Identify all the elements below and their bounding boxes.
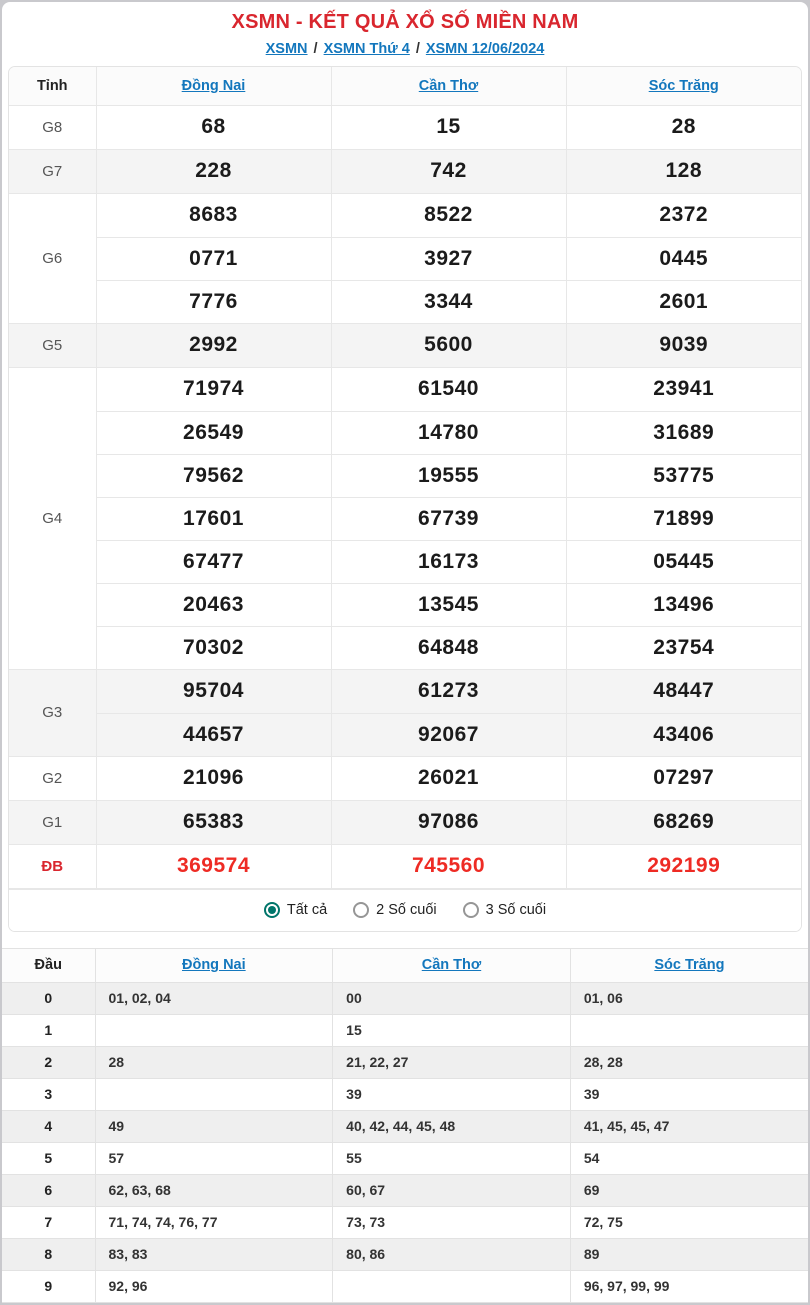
prize-value: 92067 — [332, 713, 566, 756]
filter-option-label: Tất cả — [286, 902, 328, 918]
page-container — [2, 2, 808, 1303]
breadcrumb-link[interactable]: XSMN Thứ 4 — [323, 41, 410, 57]
stats-row-6 — [2, 1174, 808, 1206]
prize-label: G4 — [9, 367, 96, 669]
province-link[interactable]: Cần Thơ — [418, 77, 479, 94]
prize-label: G3 — [9, 669, 96, 756]
stats-digit: 7 — [2, 1206, 95, 1238]
prize-label: G5 — [9, 323, 96, 367]
prize-value: 13496 — [567, 583, 802, 626]
stats-endings-cell: 62, 63, 68 — [95, 1174, 333, 1206]
prize-label: G6 — [9, 193, 96, 323]
stats-endings-cell: 89 — [570, 1238, 808, 1270]
prize-value: 128 — [665, 159, 703, 182]
prize-cell — [96, 105, 331, 149]
filter-option[interactable] — [353, 902, 436, 918]
stats-digit: 0 — [2, 982, 95, 1014]
prize-value: 14780 — [332, 411, 566, 454]
stats-row-9 — [2, 1270, 808, 1302]
prize-label: G7 — [9, 149, 96, 193]
prize-value: 15 — [436, 115, 461, 138]
prize-value: 43406 — [567, 713, 802, 756]
prize-label: ĐB — [9, 844, 96, 888]
stats-corner-header: Đầu — [2, 948, 95, 982]
stats-endings-cell: 55 — [333, 1142, 571, 1174]
prize-value: 68269 — [653, 810, 715, 833]
prize-value: 292199 — [647, 854, 721, 877]
breadcrumb-link[interactable]: XSMN — [265, 41, 308, 57]
prize-cell — [96, 669, 331, 756]
stats-row-2 — [2, 1046, 808, 1078]
stats-endings-cell: 28, 28 — [570, 1046, 808, 1078]
stats-header-row — [2, 948, 808, 982]
stats-endings-cell: 40, 42, 44, 45, 48 — [333, 1110, 571, 1142]
prize-value: 79562 — [97, 454, 331, 497]
prize-cell — [331, 844, 566, 888]
stats-table-head — [2, 948, 808, 982]
stats-province-header — [570, 948, 808, 982]
stats-row-3 — [2, 1078, 808, 1110]
stats-row-5 — [2, 1142, 808, 1174]
stats-endings-cell: 49 — [95, 1110, 333, 1142]
prize-value: 48447 — [653, 679, 715, 702]
prize-value: 16173 — [332, 540, 566, 583]
prize-value: 9039 — [659, 333, 709, 356]
prize-value: 19555 — [332, 454, 566, 497]
stats-row-0 — [2, 982, 808, 1014]
filter-option[interactable] — [463, 902, 546, 918]
prize-value: 97086 — [418, 810, 479, 833]
stats-row-1 — [2, 1014, 808, 1046]
prize-value: 26021 — [418, 766, 479, 789]
prize-cell — [96, 800, 331, 844]
stats-digit: 8 — [2, 1238, 95, 1270]
results-header-row — [9, 67, 801, 105]
prize-cell — [331, 149, 566, 193]
prize-row-g7 — [9, 149, 801, 193]
prize-cell — [331, 800, 566, 844]
stats-endings-cell: 73, 73 — [333, 1206, 571, 1238]
stats-province-link[interactable]: Đồng Nai — [182, 957, 246, 973]
prize-cell — [331, 323, 566, 367]
stats-endings-cell: 54 — [570, 1142, 808, 1174]
prize-value: 70302 — [97, 626, 331, 669]
results-card — [8, 66, 802, 932]
prize-value: 17601 — [97, 497, 331, 540]
breadcrumb-separator: / — [415, 41, 420, 57]
stats-endings-cell: 71, 74, 74, 76, 77 — [95, 1206, 333, 1238]
prize-cell — [566, 669, 801, 756]
stats-table — [2, 948, 808, 1303]
stats-digit: 1 — [2, 1014, 95, 1046]
filter-option[interactable] — [264, 902, 327, 918]
breadcrumb-link[interactable]: XSMN 12/06/2024 — [425, 41, 545, 57]
ending-filter — [9, 889, 801, 931]
prize-value: 20463 — [97, 583, 331, 626]
results-corner-header: Tỉnh — [9, 67, 96, 105]
prize-value: 07297 — [653, 766, 715, 789]
prize-row-g3 — [9, 669, 801, 756]
prize-row-g4 — [9, 367, 801, 669]
prize-value: 8683 — [189, 203, 238, 226]
breadcrumb — [2, 41, 808, 57]
prize-cell — [96, 193, 331, 323]
page-title: XSMN - KẾT QUẢ XỔ SỐ MIỀN NAM — [231, 11, 579, 33]
stats-endings-cell: 01, 02, 04 — [95, 982, 333, 1014]
prize-row-đb — [9, 844, 801, 888]
prize-value: 31689 — [567, 411, 802, 454]
prize-cell — [566, 756, 801, 800]
prize-value: 61540 — [418, 377, 479, 400]
stats-row-8 — [2, 1238, 808, 1270]
stats-endings-cell: 72, 75 — [570, 1206, 808, 1238]
stats-digit: 2 — [2, 1046, 95, 1078]
prize-value: 3927 — [332, 237, 566, 280]
stats-endings-cell — [95, 1014, 333, 1046]
prize-value: 44657 — [97, 713, 331, 756]
prize-row-g5 — [9, 323, 801, 367]
stats-province-link[interactable]: Sóc Trăng — [654, 957, 725, 973]
prize-row-g8 — [9, 105, 801, 149]
prize-value: 21096 — [183, 766, 244, 789]
stats-digit: 6 — [2, 1174, 95, 1206]
stats-endings-cell: 21, 22, 27 — [333, 1046, 571, 1078]
prize-cell — [566, 105, 801, 149]
stats-endings-cell: 57 — [95, 1142, 333, 1174]
prize-value: 2992 — [189, 333, 238, 356]
prize-value: 5600 — [424, 333, 473, 356]
prize-label: G2 — [9, 756, 96, 800]
prize-value: 68 — [201, 115, 226, 138]
prize-value: 369574 — [176, 854, 251, 877]
prize-value: 228 — [195, 159, 232, 182]
prize-value: 8522 — [424, 203, 473, 226]
prize-row-g6 — [9, 193, 801, 323]
province-header — [331, 67, 566, 105]
prize-value: 65383 — [183, 810, 244, 833]
stats-endings-cell — [95, 1078, 333, 1110]
prize-cell — [331, 105, 566, 149]
stats-endings-cell: 28 — [95, 1046, 333, 1078]
prize-value: 64848 — [332, 626, 566, 669]
stats-endings-cell: 83, 83 — [95, 1238, 333, 1270]
province-header — [566, 67, 801, 105]
prize-cell — [566, 800, 801, 844]
prize-cell — [96, 756, 331, 800]
prize-value: 67477 — [97, 540, 331, 583]
prize-cell — [566, 193, 801, 323]
filter-option-label: 2 Số cuối — [376, 902, 437, 918]
radio-selected-icon[interactable] — [264, 902, 280, 918]
prize-cell — [566, 367, 801, 669]
stats-province-header — [333, 948, 571, 982]
filter-option-label: 3 Số cuối — [485, 902, 547, 918]
prize-value: 71974 — [183, 377, 244, 400]
stats-endings-cell: 00 — [333, 982, 571, 1014]
stats-endings-cell: 39 — [333, 1078, 571, 1110]
prize-cell — [331, 756, 566, 800]
stats-endings-cell: 92, 96 — [95, 1270, 333, 1302]
stats-endings-cell: 69 — [570, 1174, 808, 1206]
prize-value: 95704 — [183, 679, 244, 702]
prize-value: 61273 — [418, 679, 479, 702]
prize-row-g2 — [9, 756, 801, 800]
prize-value: 745560 — [411, 854, 486, 877]
results-table — [9, 67, 801, 889]
prize-row-g1 — [9, 800, 801, 844]
prize-cell — [566, 323, 801, 367]
radio-icon[interactable] — [463, 902, 479, 918]
province-link[interactable]: Sóc Trăng — [648, 77, 719, 94]
prize-label: G1 — [9, 800, 96, 844]
prize-value: 0771 — [97, 237, 331, 280]
prize-label: G8 — [9, 105, 96, 149]
stats-row-4 — [2, 1110, 808, 1142]
stats-digit: 9 — [2, 1270, 95, 1302]
prize-cell — [566, 149, 801, 193]
prize-value: 05445 — [567, 540, 802, 583]
province-header — [96, 67, 331, 105]
stats-endings-cell: 39 — [570, 1078, 808, 1110]
results-table-body — [9, 105, 801, 888]
prize-value: 2601 — [567, 280, 802, 323]
stats-endings-cell — [570, 1014, 808, 1046]
prize-value: 742 — [430, 159, 467, 182]
prize-value: 2372 — [659, 203, 709, 226]
stats-row-7 — [2, 1206, 808, 1238]
stats-province-header — [95, 948, 333, 982]
stats-endings-cell: 01, 06 — [570, 982, 808, 1014]
prize-value: 23754 — [567, 626, 802, 669]
stats-endings-cell: 60, 67 — [333, 1174, 571, 1206]
radio-icon[interactable] — [353, 902, 369, 918]
stats-endings-cell: 15 — [333, 1014, 571, 1046]
prize-cell — [566, 844, 801, 888]
province-link[interactable]: Đồng Nai — [181, 77, 246, 94]
stats-endings-cell: 41, 45, 45, 47 — [570, 1110, 808, 1142]
stats-endings-cell: 96, 97, 99, 99 — [570, 1270, 808, 1302]
prize-cell — [96, 323, 331, 367]
stats-table-body — [2, 982, 808, 1302]
prize-value: 0445 — [567, 237, 802, 280]
prize-value: 71899 — [567, 497, 802, 540]
prize-value: 67739 — [332, 497, 566, 540]
prize-value: 7776 — [97, 280, 331, 323]
prize-cell — [96, 367, 331, 669]
stats-digit: 3 — [2, 1078, 95, 1110]
prize-value: 53775 — [567, 454, 802, 497]
prize-cell — [96, 149, 331, 193]
prize-cell — [96, 844, 331, 888]
results-table-head — [9, 67, 801, 105]
prize-value: 26549 — [97, 411, 331, 454]
prize-cell — [331, 669, 566, 756]
stats-province-link[interactable]: Cần Thơ — [421, 957, 482, 973]
stats-digit: 4 — [2, 1110, 95, 1142]
prize-value: 28 — [671, 115, 696, 138]
stats-endings-cell: 80, 86 — [333, 1238, 571, 1270]
prize-cell — [331, 193, 566, 323]
stats-digit: 5 — [2, 1142, 95, 1174]
stats-endings-cell — [333, 1270, 571, 1302]
prize-value: 3344 — [332, 280, 566, 323]
prize-cell — [331, 367, 566, 669]
prize-value: 23941 — [653, 377, 715, 400]
breadcrumb-separator: / — [313, 41, 318, 57]
prize-value: 13545 — [332, 583, 566, 626]
